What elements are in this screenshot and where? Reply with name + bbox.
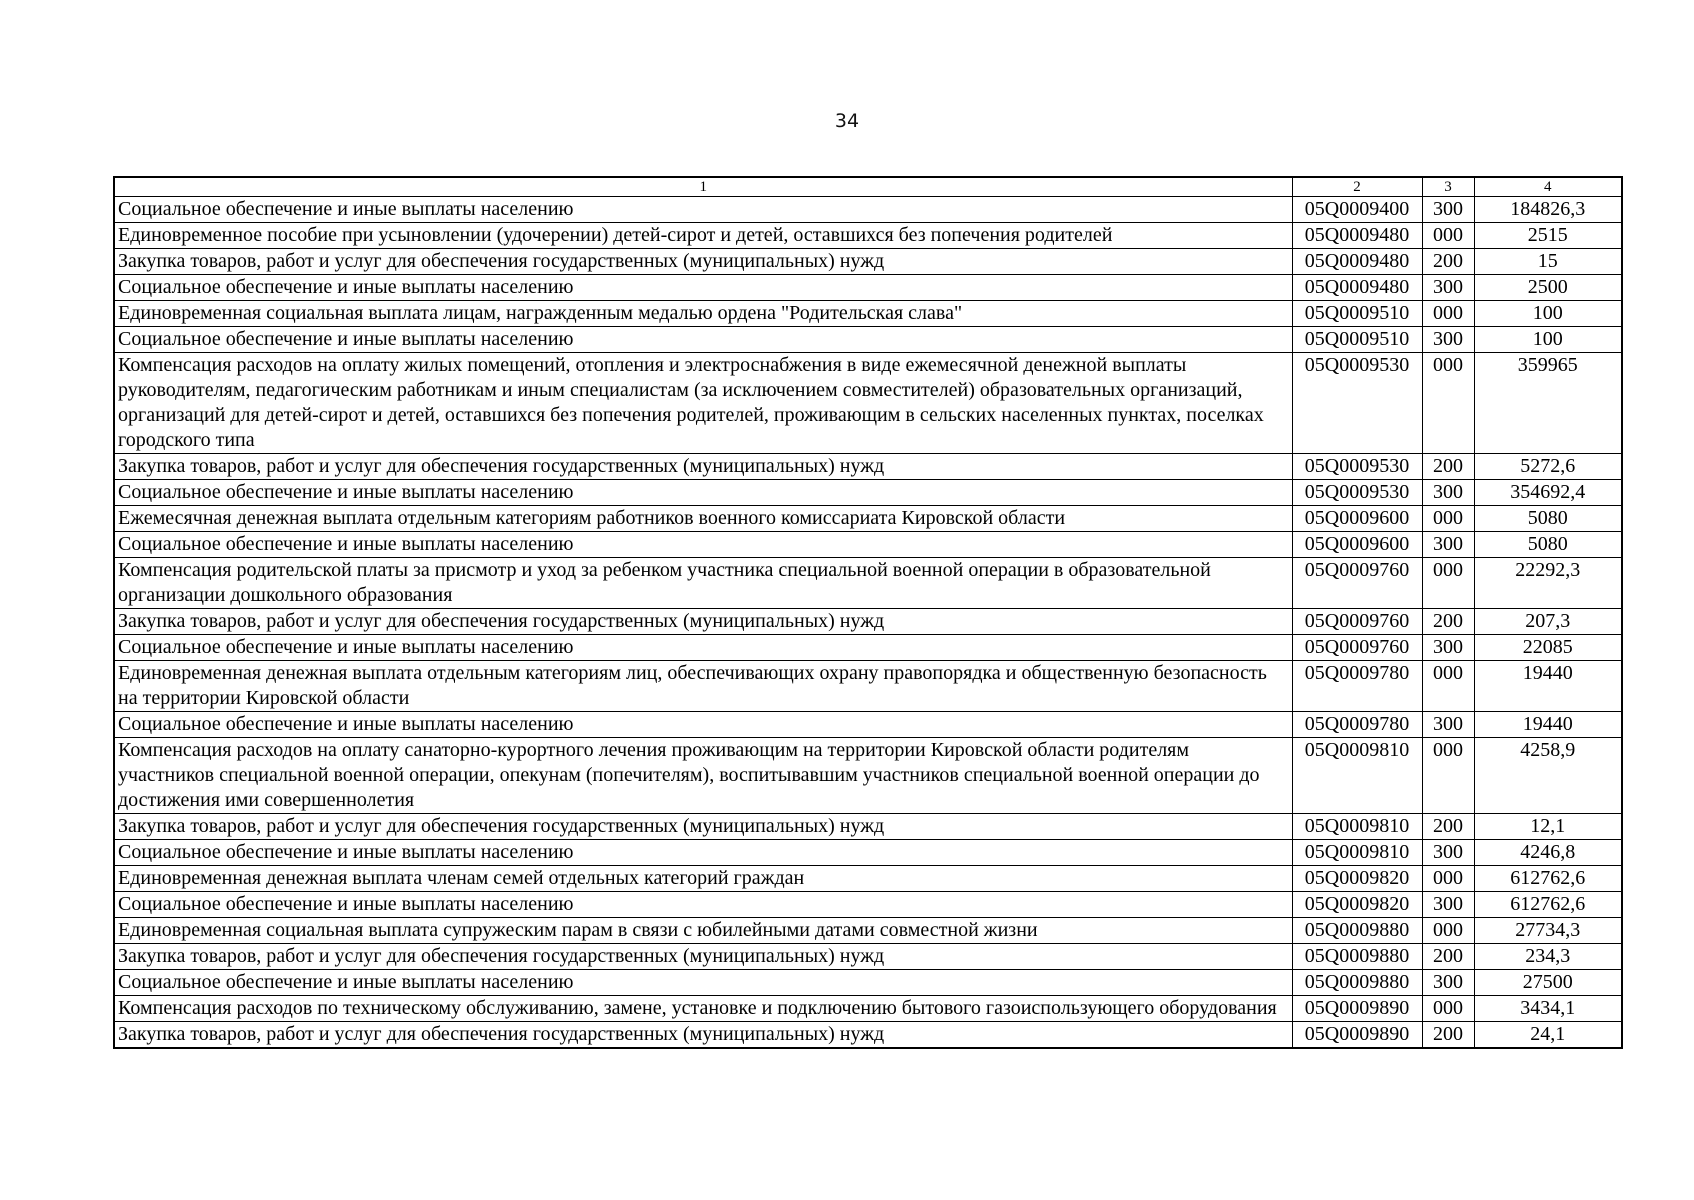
row-code-cell: 05Q0009890 (1292, 996, 1422, 1022)
row-code-cell: 05Q0009760 (1292, 558, 1422, 609)
row-amount-cell: 354692,4 (1474, 480, 1622, 506)
row-type-cell: 300 (1422, 970, 1474, 996)
row-code-cell: 05Q0009480 (1292, 249, 1422, 275)
table-row (114, 223, 1622, 249)
table-row (114, 918, 1622, 944)
row-name-cell: Единовременная денежная выплата отдельным категориям лиц, обеспечивающих охрану правопорядка и общественную безопасность на территории Кировской области (114, 661, 1292, 712)
table-row (114, 353, 1622, 454)
row-amount-cell: 5272,6 (1474, 454, 1622, 480)
row-type-cell: 000 (1422, 738, 1474, 814)
row-amount-cell: 4246,8 (1474, 840, 1622, 866)
table-row (114, 661, 1622, 712)
row-amount-cell: 100 (1474, 301, 1622, 327)
row-code-cell: 05Q0009760 (1292, 609, 1422, 635)
table-row (114, 738, 1622, 814)
row-type-cell: 000 (1422, 301, 1474, 327)
page-number: 34 (834, 110, 860, 132)
row-type-cell: 000 (1422, 918, 1474, 944)
row-amount-cell: 234,3 (1474, 944, 1622, 970)
row-type-cell: 200 (1422, 944, 1474, 970)
row-name-cell: Социальное обеспечение и иные выплаты населению (114, 712, 1292, 738)
table-row (114, 327, 1622, 353)
row-amount-cell: 100 (1474, 327, 1622, 353)
table-row (114, 944, 1622, 970)
row-name-cell: Единовременная денежная выплата членам семей отдельных категорий граждан (114, 866, 1292, 892)
row-name-cell: Социальное обеспечение и иные выплаты населению (114, 635, 1292, 661)
row-code-cell: 05Q0009880 (1292, 970, 1422, 996)
row-code-cell: 05Q0009510 (1292, 301, 1422, 327)
row-amount-cell: 19440 (1474, 661, 1622, 712)
row-type-cell: 300 (1422, 197, 1474, 223)
row-type-cell: 200 (1422, 249, 1474, 275)
row-code-cell: 05Q0009780 (1292, 712, 1422, 738)
row-name-cell: Социальное обеспечение и иные выплаты населению (114, 327, 1292, 353)
row-code-cell: 05Q0009510 (1292, 327, 1422, 353)
column-header-2: 2 (1292, 177, 1422, 197)
table-row (114, 892, 1622, 918)
row-amount-cell: 22292,3 (1474, 558, 1622, 609)
row-name-cell: Единовременная социальная выплата супружеским парам в связи с юбилейными датами совместной жизни (114, 918, 1292, 944)
row-name-cell: Компенсация родительской платы за присмотр и уход за ребенком участника специальной военной операции в образовательной организации дошкольного образования (114, 558, 1292, 609)
row-code-cell: 05Q0009530 (1292, 353, 1422, 454)
column-header-1: 1 (114, 177, 1292, 197)
row-code-cell: 05Q0009820 (1292, 892, 1422, 918)
row-amount-cell: 207,3 (1474, 609, 1622, 635)
table-row (114, 275, 1622, 301)
table-row (114, 840, 1622, 866)
row-name-cell: Социальное обеспечение и иные выплаты населению (114, 892, 1292, 918)
row-type-cell: 300 (1422, 327, 1474, 353)
table-row (114, 532, 1622, 558)
row-code-cell: 05Q0009810 (1292, 814, 1422, 840)
row-type-cell: 000 (1422, 558, 1474, 609)
table-row (114, 1022, 1622, 1049)
row-code-cell: 05Q0009400 (1292, 197, 1422, 223)
row-name-cell: Закупка товаров, работ и услуг для обеспечения государственных (муниципальных) нужд (114, 609, 1292, 635)
row-amount-cell: 5080 (1474, 532, 1622, 558)
row-name-cell: Компенсация расходов на оплату жилых помещений, отопления и электроснабжения в виде ежемесячной денежной выплаты руководителям, педагогическим работникам и иным специалистам (за исключением совместителей) образовательных организаций, организаций для детей-сирот и детей, оставшихся без попечения родителей, проживающим в сельских населенных пунктах, поселках городского типа (114, 353, 1292, 454)
row-amount-cell: 359965 (1474, 353, 1622, 454)
row-amount-cell: 27734,3 (1474, 918, 1622, 944)
row-amount-cell: 2515 (1474, 223, 1622, 249)
row-type-cell: 300 (1422, 532, 1474, 558)
row-name-cell: Социальное обеспечение и иные выплаты населению (114, 532, 1292, 558)
row-amount-cell: 24,1 (1474, 1022, 1622, 1049)
table-row (114, 814, 1622, 840)
table-row (114, 454, 1622, 480)
row-code-cell: 05Q0009880 (1292, 918, 1422, 944)
table-row (114, 635, 1622, 661)
column-header-4: 4 (1474, 177, 1622, 197)
table-row (114, 712, 1622, 738)
table-body (114, 177, 1622, 1048)
column-header-3: 3 (1422, 177, 1474, 197)
row-type-cell: 000 (1422, 661, 1474, 712)
row-type-cell: 000 (1422, 506, 1474, 532)
row-name-cell: Социальное обеспечение и иные выплаты населению (114, 840, 1292, 866)
row-name-cell: Социальное обеспечение и иные выплаты населению (114, 970, 1292, 996)
table-row (114, 866, 1622, 892)
row-amount-cell: 19440 (1474, 712, 1622, 738)
row-type-cell: 000 (1422, 996, 1474, 1022)
row-amount-cell: 184826,3 (1474, 197, 1622, 223)
row-amount-cell: 4258,9 (1474, 738, 1622, 814)
row-name-cell: Социальное обеспечение и иные выплаты населению (114, 197, 1292, 223)
table-row (114, 609, 1622, 635)
row-name-cell: Закупка товаров, работ и услуг для обеспечения государственных (муниципальных) нужд (114, 454, 1292, 480)
row-code-cell: 05Q0009810 (1292, 840, 1422, 866)
row-code-cell: 05Q0009600 (1292, 532, 1422, 558)
row-code-cell: 05Q0009480 (1292, 223, 1422, 249)
row-name-cell: Закупка товаров, работ и услуг для обеспечения государственных (муниципальных) нужд (114, 1022, 1292, 1049)
table-row (114, 480, 1622, 506)
row-name-cell: Закупка товаров, работ и услуг для обеспечения государственных (муниципальных) нужд (114, 814, 1292, 840)
row-type-cell: 000 (1422, 353, 1474, 454)
table-row (114, 558, 1622, 609)
row-amount-cell: 612762,6 (1474, 892, 1622, 918)
row-name-cell: Закупка товаров, работ и услуг для обеспечения государственных (муниципальных) нужд (114, 249, 1292, 275)
row-code-cell: 05Q0009530 (1292, 480, 1422, 506)
table-row (114, 197, 1622, 223)
table-row (114, 506, 1622, 532)
row-name-cell: Компенсация расходов по техническому обслуживанию, замене, установке и подключению бытового газоиспользующего оборудования (114, 996, 1292, 1022)
row-name-cell: Закупка товаров, работ и услуг для обеспечения государственных (муниципальных) нужд (114, 944, 1292, 970)
row-name-cell: Компенсация расходов на оплату санаторно-курортного лечения проживающим на территории Кировской области родителям участников специальной военной операции, опекунам (попечителям), воспитывавшим участников специальной военной операции до достижения ими совершеннолетия (114, 738, 1292, 814)
row-amount-cell: 22085 (1474, 635, 1622, 661)
row-amount-cell: 12,1 (1474, 814, 1622, 840)
row-code-cell: 05Q0009890 (1292, 1022, 1422, 1049)
row-code-cell: 05Q0009880 (1292, 944, 1422, 970)
row-type-cell: 300 (1422, 635, 1474, 661)
row-name-cell: Ежемесячная денежная выплата отдельным категориям работников военного комиссариата Кировской области (114, 506, 1292, 532)
row-name-cell: Социальное обеспечение и иные выплаты населению (114, 480, 1292, 506)
row-code-cell: 05Q0009820 (1292, 866, 1422, 892)
row-amount-cell: 2500 (1474, 275, 1622, 301)
row-amount-cell: 5080 (1474, 506, 1622, 532)
row-type-cell: 300 (1422, 480, 1474, 506)
row-amount-cell: 15 (1474, 249, 1622, 275)
row-type-cell: 000 (1422, 866, 1474, 892)
row-name-cell: Социальное обеспечение и иные выплаты населению (114, 275, 1292, 301)
row-type-cell: 200 (1422, 814, 1474, 840)
budget-table (113, 176, 1623, 1049)
table-row (114, 301, 1622, 327)
row-type-cell: 300 (1422, 712, 1474, 738)
row-code-cell: 05Q0009600 (1292, 506, 1422, 532)
row-type-cell: 200 (1422, 454, 1474, 480)
row-type-cell: 000 (1422, 223, 1474, 249)
row-code-cell: 05Q0009480 (1292, 275, 1422, 301)
row-code-cell: 05Q0009760 (1292, 635, 1422, 661)
row-type-cell: 200 (1422, 1022, 1474, 1049)
table-row (114, 996, 1622, 1022)
row-type-cell: 300 (1422, 275, 1474, 301)
row-code-cell: 05Q0009530 (1292, 454, 1422, 480)
table-row (114, 249, 1622, 275)
row-code-cell: 05Q0009810 (1292, 738, 1422, 814)
row-name-cell: Единовременная социальная выплата лицам, награжденным медалью ордена "Родительская слава" (114, 301, 1292, 327)
row-code-cell: 05Q0009780 (1292, 661, 1422, 712)
row-type-cell: 300 (1422, 892, 1474, 918)
row-amount-cell: 612762,6 (1474, 866, 1622, 892)
row-name-cell: Единовременное пособие при усыновлении (удочерении) детей-сирот и детей, оставшихся без попечения родителей (114, 223, 1292, 249)
row-amount-cell: 27500 (1474, 970, 1622, 996)
row-amount-cell: 3434,1 (1474, 996, 1622, 1022)
row-type-cell: 300 (1422, 840, 1474, 866)
header-row (114, 177, 1622, 197)
table-row (114, 970, 1622, 996)
row-type-cell: 200 (1422, 609, 1474, 635)
